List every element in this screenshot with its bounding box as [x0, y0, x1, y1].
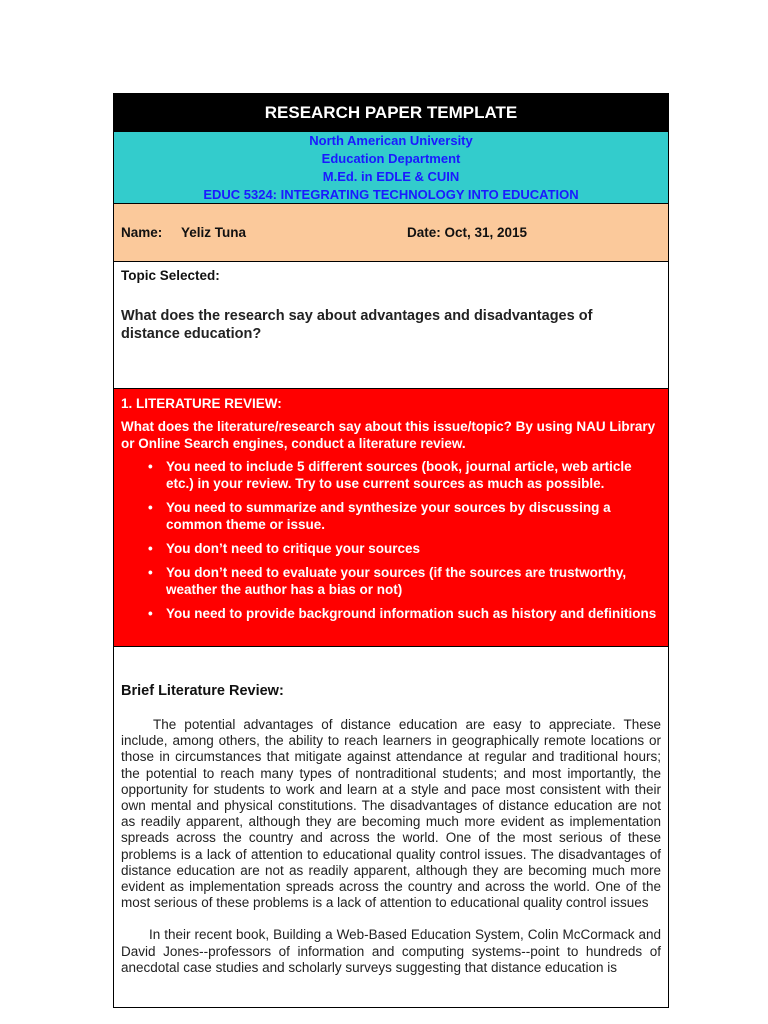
title-row — [114, 94, 668, 132]
template-table — [113, 93, 669, 1008]
department-name: Education Department — [321, 151, 461, 166]
literature-heading: 1. LITERATURE REVIEW: — [121, 396, 282, 411]
literature-review-instructions — [114, 389, 668, 647]
list-item: • You need to provide background information such as history and definitions — [148, 606, 657, 621]
list-item: • You don’t need to critique your sources — [148, 541, 421, 556]
review-paragraph-2: In their recent book, Building a Web-Based Education System, Colin McCormack and David Jones--professors of information and computing systems--point to hundreds of anecdotal case studies and scholarly surveys suggesting that distance education is — [121, 927, 661, 975]
review-paragraph-1: The potential advantages of distance education are easy to appreciate. These include, among others, the ability to reach learners in geographically remote locations or those in circumstances that mitigate against attendance at regular and traditional hours; the potential to reach many types of nontraditional students; and most importantly, the opportunity for students to work and learn at a style and pace most consistent with their own mental and physical constitutions. The disadvantages of distance education are not as readily apparent, although they are becoming much more evident as implementation spreads across the country and across the world. One of the most serious of these problems is a lack of attention to educational quality control issues. The disadvantages of distance education are not as readily apparent, although they are becoming much more evident as implementation spreads across the country and across the world. One of the most serious of these problems is a lack of attention to educational quality control issues — [121, 717, 661, 911]
instruction-list — [121, 458, 661, 622]
student-info-row — [114, 204, 668, 262]
document-title: RESEARCH PAPER TEMPLATE — [264, 102, 518, 122]
topic-section — [114, 262, 668, 389]
submission-date: Date: Oct, 31, 2015 — [407, 225, 528, 240]
institution-block — [114, 132, 668, 204]
bullet-icon: • — [148, 459, 153, 474]
literature-intro: What does the literature/research say about this issue/topic? By using NAU Library or Online Search engines, conduct a literature review. — [121, 419, 656, 451]
course-name: EDUC 5324: INTEGRATING TECHNOLOGY INTO EDUCATION — [203, 187, 579, 202]
brief-heading: Brief Literature Review: — [121, 683, 284, 699]
list-item: • You need to summarize and synthesize your sources by discussing a common theme or issue. — [148, 500, 611, 532]
bullet-icon: • — [148, 606, 153, 621]
topic-label: Topic Selected: — [121, 268, 220, 283]
bullet-icon: • — [148, 565, 153, 580]
brief-literature-review — [114, 647, 668, 1007]
university-name: North American University — [309, 133, 473, 148]
name-label: Name: — [121, 225, 163, 240]
program-name: M.Ed. in EDLE & CUIN — [322, 169, 460, 184]
bullet-icon: • — [148, 541, 153, 556]
topic-question: What does the research say about advantages and disadvantages of distance education? — [121, 308, 593, 342]
list-item: • You need to include 5 different sources (book, journal article, web article etc.) in your review. Try to use current sources as much as possible. — [148, 459, 632, 491]
list-item: • You don’t need to evaluate your sources (if the sources are trustworthy, weather the author has a bias or not) — [148, 565, 627, 597]
student-name: Yeliz Tuna — [181, 225, 247, 240]
bullet-icon: • — [148, 500, 153, 515]
